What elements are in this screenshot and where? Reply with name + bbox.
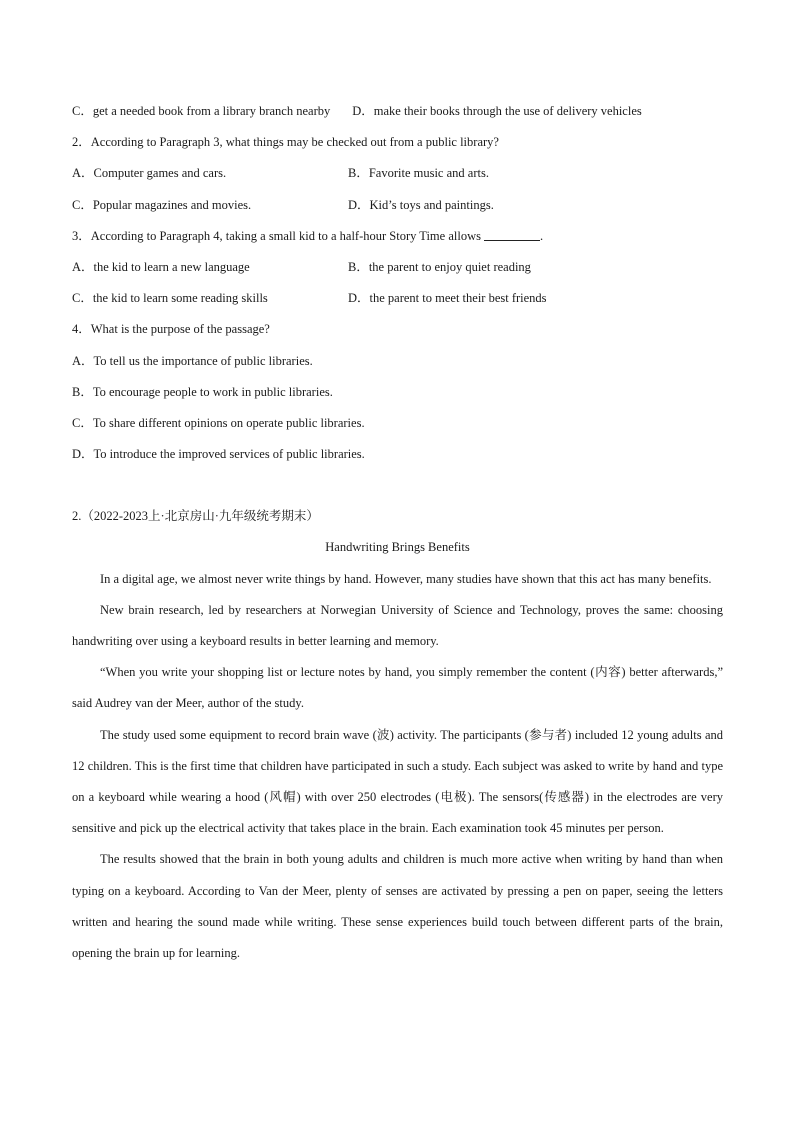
q2-question: 2．According to Paragraph 3, what things may be checked out from a public library? [72,135,499,150]
q2-option-b: B．Favorite music and arts. [348,166,489,181]
q2-option-c: C．Popular magazines and movies. [72,197,252,212]
q4-option-c: C．To share different opinions on operate public libraries. [72,415,365,430]
q2-option-d: D．Kid’s toys and paintings. [348,197,494,212]
q2-option-a: A．Computer games and cars. [72,166,227,181]
q3-options-row2 [72,283,723,314]
q3-question: 3．According to Paragraph 4, taking a small kid to a half-hour Story Time allows [72,228,481,243]
document-page [72,96,723,969]
q4-question: 4．What is the purpose of the passage? [72,322,270,337]
q3-option-d: D．the parent to meet their best friends [348,291,547,306]
paragraph-1-text: In a digital age, we almost never write things by hand. However, many studies have shown that this act has many benefits. [100,571,712,586]
paragraph-2 [72,595,723,657]
q4-option-b: B．To encourage people to work in public libraries. [72,384,333,399]
q2-options-row1 [72,158,723,189]
q4-option-a: A．To tell us the importance of public libraries. [72,353,313,368]
paragraph-1 [72,564,723,595]
paragraph-5-text: The results showed that the brain in both young adults and children is much more active when writing by hand than when typing on a keyboard. According to Van der Meer, plenty of senses are activated by pressing a pen on paper, seeing the letters written and hearing the sound made while writing. These sense experiences build touch between different parts of the brain, opening the brain up for learning. [72,852,723,961]
paragraph-5 [72,844,723,969]
q3-question-line [72,221,723,252]
q2-options-row2 [72,190,723,221]
passage-source: 2.（2022-2023上·北京房山·九年级统考期末） [72,509,319,524]
q4-option-d: D．To introduce the improved services of public libraries. [72,447,365,462]
q1-options-cd [72,96,723,127]
q3-options-row1 [72,252,723,283]
q3-option-b: B．the parent to enjoy quiet reading [348,259,531,274]
paragraph-4 [72,720,723,845]
paragraph-4-text: The study used some equipment to record brain wave (波) activity. The participants (参与者) included 12 young adults and 12 children. This is the first time that children have participated in such a study. Each subject was asked to write by hand and type on a keyboard while wearing a hood (风帽) with over 250 electrodes (电极). The sensors(传感器) in the electrodes are very sensitive and pick up the electrical activity that takes place in the brain. Each examination took 45 minutes per person. [72,727,723,836]
section-gap [72,470,723,501]
paragraph-3 [72,657,723,719]
q1-option-d: D．make their books through the use of delivery vehicles [352,104,642,118]
paragraph-2-text: New brain research, led by researchers at Norwegian University of Science and Technology, proves the same: choosing handwriting over using a keyboard results in better learning and memory. [72,602,723,649]
q1-option-c: C．get a needed book from a library branch nearby [72,104,331,118]
paragraph-3-text: “When you write your shopping list or lecture notes by hand, you simply remember the content (内容) better afterwards,” said Audrey van der Meer, author of the study. [72,665,723,711]
q3-question-end: . [539,228,544,243]
answer-blank [484,228,540,241]
passage-title: Handwriting Brings Benefits [325,540,470,555]
q3-option-c: C．the kid to learn some reading skills [72,291,268,306]
q3-option-a: A．the kid to learn a new language [72,259,250,274]
